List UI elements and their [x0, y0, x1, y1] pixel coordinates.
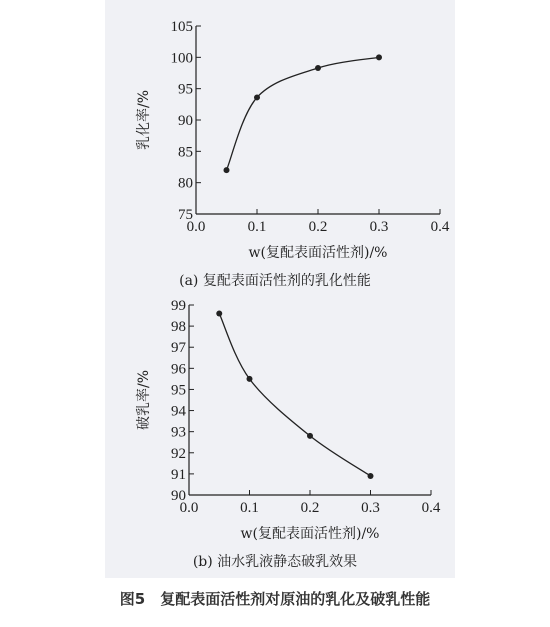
chart-b-y-tick-label: 94: [171, 403, 186, 420]
chart-a: [136, 19, 450, 261]
chart-a-y-tick-label: 90: [178, 113, 193, 129]
chart-b-data-point: [247, 376, 253, 382]
chart-b-x-tick-label: 0.4: [421, 500, 441, 516]
chart-b-data-point: [307, 433, 313, 439]
chart-a-data-point: [376, 54, 382, 60]
chart-b-y-tick-label: 90: [171, 488, 186, 504]
chart-b-y-tick-label: 91: [171, 466, 186, 483]
chart-a-y-label: 乳化率/%: [136, 89, 152, 151]
chart-a-data-point: [224, 167, 230, 173]
chart-b-y-tick-label: 93: [171, 424, 186, 441]
chart-a-data-point: [315, 65, 321, 71]
chart-a-caption: (a) 复配表面活性剂的乳化性能: [179, 273, 371, 289]
chart-a-y-tick-label: 105: [170, 19, 193, 35]
chart-b: [136, 298, 441, 542]
chart-b-x-tick-label: 0.0: [179, 500, 199, 516]
chart-a-x-tick-label: 0.0: [186, 219, 206, 235]
chart-b-x-tick-label: 0.2: [300, 500, 320, 516]
chart-b-caption: (b) 油水乳液静态破乳效果: [192, 554, 358, 570]
chart-a-x-label: w(复配表面活性剂)/%: [248, 245, 388, 261]
chart-b-x-label: w(复配表面活性剂)/%: [240, 526, 380, 542]
chart-b-y-tick-label: 92: [171, 445, 186, 462]
chart-b-x-tick-label: 0.1: [240, 500, 259, 516]
chart-a-x-tick-label: 0.4: [430, 219, 450, 235]
chart-b-x-tick-label: 0.3: [361, 500, 380, 516]
chart-b-y-tick-label: 97: [171, 340, 186, 357]
chart-a-y-tick-label: 100: [170, 50, 193, 67]
chart-a-x-tick-label: 0.3: [369, 219, 389, 235]
chart-b-y-tick-label: 96: [171, 361, 186, 378]
chart-a-y-tick-label: 80: [178, 175, 193, 192]
figure-caption: 图5 复配表面活性剂对原油的乳化及破乳性能: [119, 590, 431, 608]
chart-a-y-tick-label: 95: [178, 81, 193, 98]
chart-a-series-line: [227, 57, 380, 170]
chart-b-series-line: [219, 313, 370, 476]
chart-a-y-tick-label: 75: [178, 207, 193, 223]
chart-a-data-point: [254, 94, 260, 100]
chart-b-y-tick-label: 95: [171, 382, 186, 399]
chart-b-y-tick-label: 99: [171, 298, 186, 314]
chart-a-x-tick-label: 0.1: [247, 219, 267, 235]
chart-b-y-tick-label: 98: [171, 319, 186, 336]
chart-b-data-point: [368, 473, 374, 479]
chart-b-y-label: 破乳率/%: [136, 369, 152, 431]
chart-b-data-point: [216, 310, 222, 316]
chart-a-x-tick-label: 0.2: [308, 219, 328, 235]
chart-a-y-tick-label: 85: [178, 144, 193, 161]
